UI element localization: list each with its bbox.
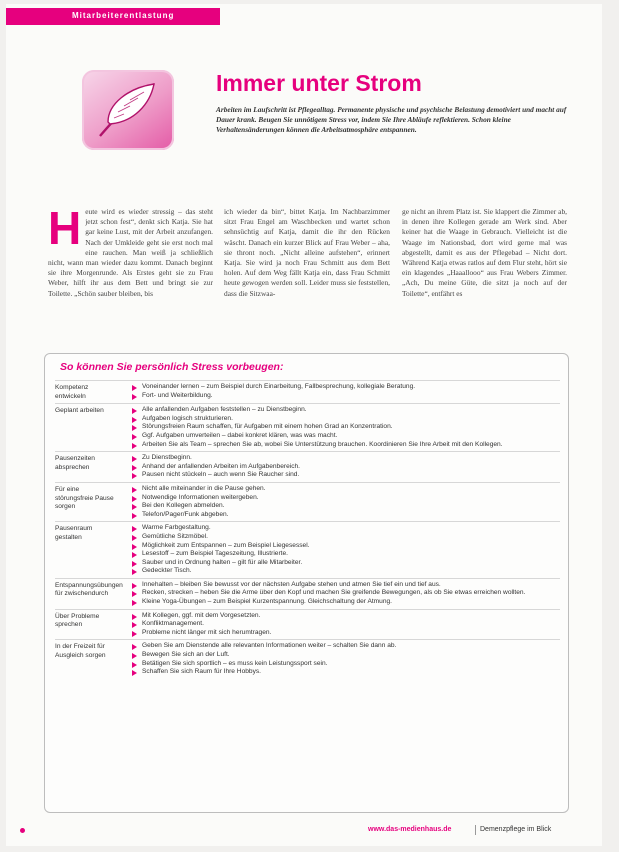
row-label: Pausenzeiten absprechen — [55, 455, 95, 471]
row-label: Entspannungsübungen für zwischendurch — [55, 581, 123, 598]
list-item: Voneinander lernen – zum Beispiel durch Einarbeitung, Fallbesprechung, kollegiale Beratung. — [131, 383, 557, 392]
list-item: Betätigen Sie sich sportlich – es muss kein Leistungssport sein. — [131, 660, 557, 669]
row-items — [117, 642, 557, 676]
section-label: Mitarbeiterentlastung — [6, 8, 220, 25]
row-items — [117, 485, 557, 519]
list-item: Aufgaben logisch strukturieren. — [131, 415, 557, 424]
row-label: Über Probleme sprechen — [55, 612, 100, 629]
row-items — [117, 454, 557, 480]
row-label: Für eine störungsfreie Pause sorgen — [55, 485, 114, 511]
tips-table — [55, 380, 560, 679]
dropcap: H — [48, 207, 82, 254]
feather-logo — [82, 70, 174, 150]
row-label: In der Freizeit für Ausgleich sorgen — [55, 643, 106, 660]
list-item: Sauber und in Ordnung halten – gilt für alle Mitarbeiter. — [131, 559, 557, 568]
row-items — [117, 581, 557, 607]
list-item: Kleine Yoga-Übungen – zum Beispiel Kurzentspannung. Gleichschaltung der Atmung. — [131, 598, 557, 607]
row-items — [117, 612, 557, 638]
list-item: Nicht alle miteinander in die Pause gehen. — [131, 485, 557, 494]
list-item: Alle anfallenden Aufgaben feststellen – zu Dienstbeginn. — [131, 406, 557, 415]
tips-box — [44, 353, 569, 813]
list-item: Konfliktmanagement. — [131, 620, 557, 629]
footer-url-link[interactable]: www.das-medienhaus.de — [368, 826, 452, 833]
row-items — [117, 406, 557, 449]
row-label: Pausenraum gestalten — [55, 525, 93, 541]
list-item: Fort- und Weiterbildung. — [131, 392, 557, 401]
list-item: Möglichkeit zum Entspannen – zum Beispiel Liegesessel. — [131, 542, 557, 551]
list-item: Bewegen Sie sich an der Luft. — [131, 651, 557, 660]
intro-text: Arbeiten im Laufschritt ist Pflegealltag. Permanente physische und psychische Belastung demotiviert und macht auf Dauer krank. Beugen Sie unnötigem Stress vor, indem Sie Ihre Abläufe reflektieren. Schon kleine Verhaltensänderungen können die Arbeitsatmosphäre entspannen. — [216, 105, 567, 134]
list-item: Ggf. Aufgaben umverteilen – dabei konkret klären, was was macht. — [131, 432, 557, 441]
list-item: Gedeckter Tisch. — [131, 567, 557, 576]
list-item: Pausen nicht stückeln – auch wenn Sie Raucher sind. — [131, 471, 557, 480]
article-column-2: ich wieder da bin“, bittet Katja. Im Nachbarzimmer sitzt Frau Engel am Waschbecken und wartet schon sehnsüchtig auf Katja, damit die ihr den Rücken wäscht. Danach ein kurzer Blick auf Frau Weber – aha, sie thront noch. „Nicht alleine aufstehen“, erinnert Katja. Sie wird ja noch Frau Schmitt aus dem Bett holen. Auf dem Weg fällt Katja ein, dass Frau Schmitt heute gewogen werden soll. Leider muss sie feststellen, dass die Sitzwaa- — [224, 207, 390, 298]
list-item: Anhand der anfallenden Arbeiten im Aufgabenbereich. — [131, 463, 557, 472]
row-label: Geplant arbeiten — [55, 407, 104, 415]
article-column-1 — [48, 207, 213, 338]
article-column-3: ge nicht an ihrem Platz ist. Sie klappert die Zimmer ab, in denen ihre Kollegen gerade am Werk sind. Aber keiner hat die Waage in Gebrauch. Vielleicht ist die Waage im Nationsbad, dort wird gerne mal was abgestellt, damit es aus der Pflegebad – Nicht dort. Während Katja etwas ratlos auf dem Flur steht, hört sie ein klagendes „Haaallooo“ aus Frau Webers Zimmer. „Ach, Du meine Güte, die sitzt ja noch auf der Toilette“, entfährt es — [402, 207, 567, 298]
feather-icon — [94, 78, 162, 140]
table-row — [55, 639, 560, 678]
list-item: Bei den Kollegen abmelden. — [131, 502, 557, 511]
list-item: Recken, strecken – heben Sie die Arme über den Kopf und machen Sie greifende Bewegungen, als ob Sie etwas erreichen wollten. — [131, 589, 557, 598]
table-row — [55, 578, 560, 609]
list-item: Arbeiten Sie als Team – sprechen Sie ab, wobei Sie Unterstützung brauchen. Koordinieren Sie Ihre Arbeit mit den Kollegen. — [131, 441, 557, 450]
list-item: Probleme nicht länger mit sich herumtragen. — [131, 629, 557, 638]
list-item: Geben Sie am Dienstende alle relevanten Informationen weiter – schalten Sie dann ab. — [131, 642, 557, 651]
list-item: Schaffen Sie sich Raum für Ihre Hobbys. — [131, 668, 557, 677]
page-title: Immer unter Strom — [216, 70, 422, 96]
list-item: Notwendige Informationen weitergeben. — [131, 494, 557, 503]
footer-magazine-name: Demenzpflege im Blick — [480, 826, 552, 833]
table-row — [55, 451, 560, 482]
tips-box-title: So können Sie persönlich Stress vorbeugen: — [60, 361, 284, 373]
list-item: Zu Dienstbeginn. — [131, 454, 557, 463]
row-items — [117, 383, 557, 401]
table-row — [55, 521, 560, 578]
table-row — [55, 482, 560, 521]
row-items — [117, 524, 557, 576]
list-item: Gemütliche Sitzmöbel. — [131, 533, 557, 542]
list-item: Warme Farbgestaltung. — [131, 524, 557, 533]
row-label: Kompetenz entwickeln — [55, 384, 89, 400]
list-item: Innehalten – bleiben Sie bewusst vor der nächsten Aufgabe stehen und atmen Sie tief ein und tief aus. — [131, 581, 557, 590]
table-row — [55, 380, 560, 403]
page — [6, 4, 602, 846]
list-item: Mit Kollegen, ggf. mit dem Vorgesetzten. — [131, 612, 557, 621]
footer-bullet — [20, 828, 25, 833]
list-item: Lesestoff – zum Beispiel Tageszeitung, Illustrierte. — [131, 550, 557, 559]
table-row — [55, 403, 560, 451]
table-row — [55, 609, 560, 640]
footer-divider — [475, 825, 476, 835]
list-item: Störungsfreien Raum schaffen, für Aufgaben mit einem hohen Grad an Konzentration. — [131, 423, 557, 432]
article-text-1: eute wird es wieder stressig – das steht jetzt schon fest“, denkt sich Katja. Sie hat gar keine Lust, mit der Arbeit anzufangen. Nach der Umkleide geht sie erst noch mal eine rauchen. Man weiß ja schließlich nicht, wann man wieder dazu kommt. Danach beginnt sie ihre Morgenrunde. Als Erstes geht sie zu Frau Weber, hilft ihr aus dem Bett und bringt sie zur Toilette. „Schön sauber bleiben, bis — [48, 207, 213, 298]
list-item: Telefon/Pager/Funk abgeben. — [131, 511, 557, 520]
